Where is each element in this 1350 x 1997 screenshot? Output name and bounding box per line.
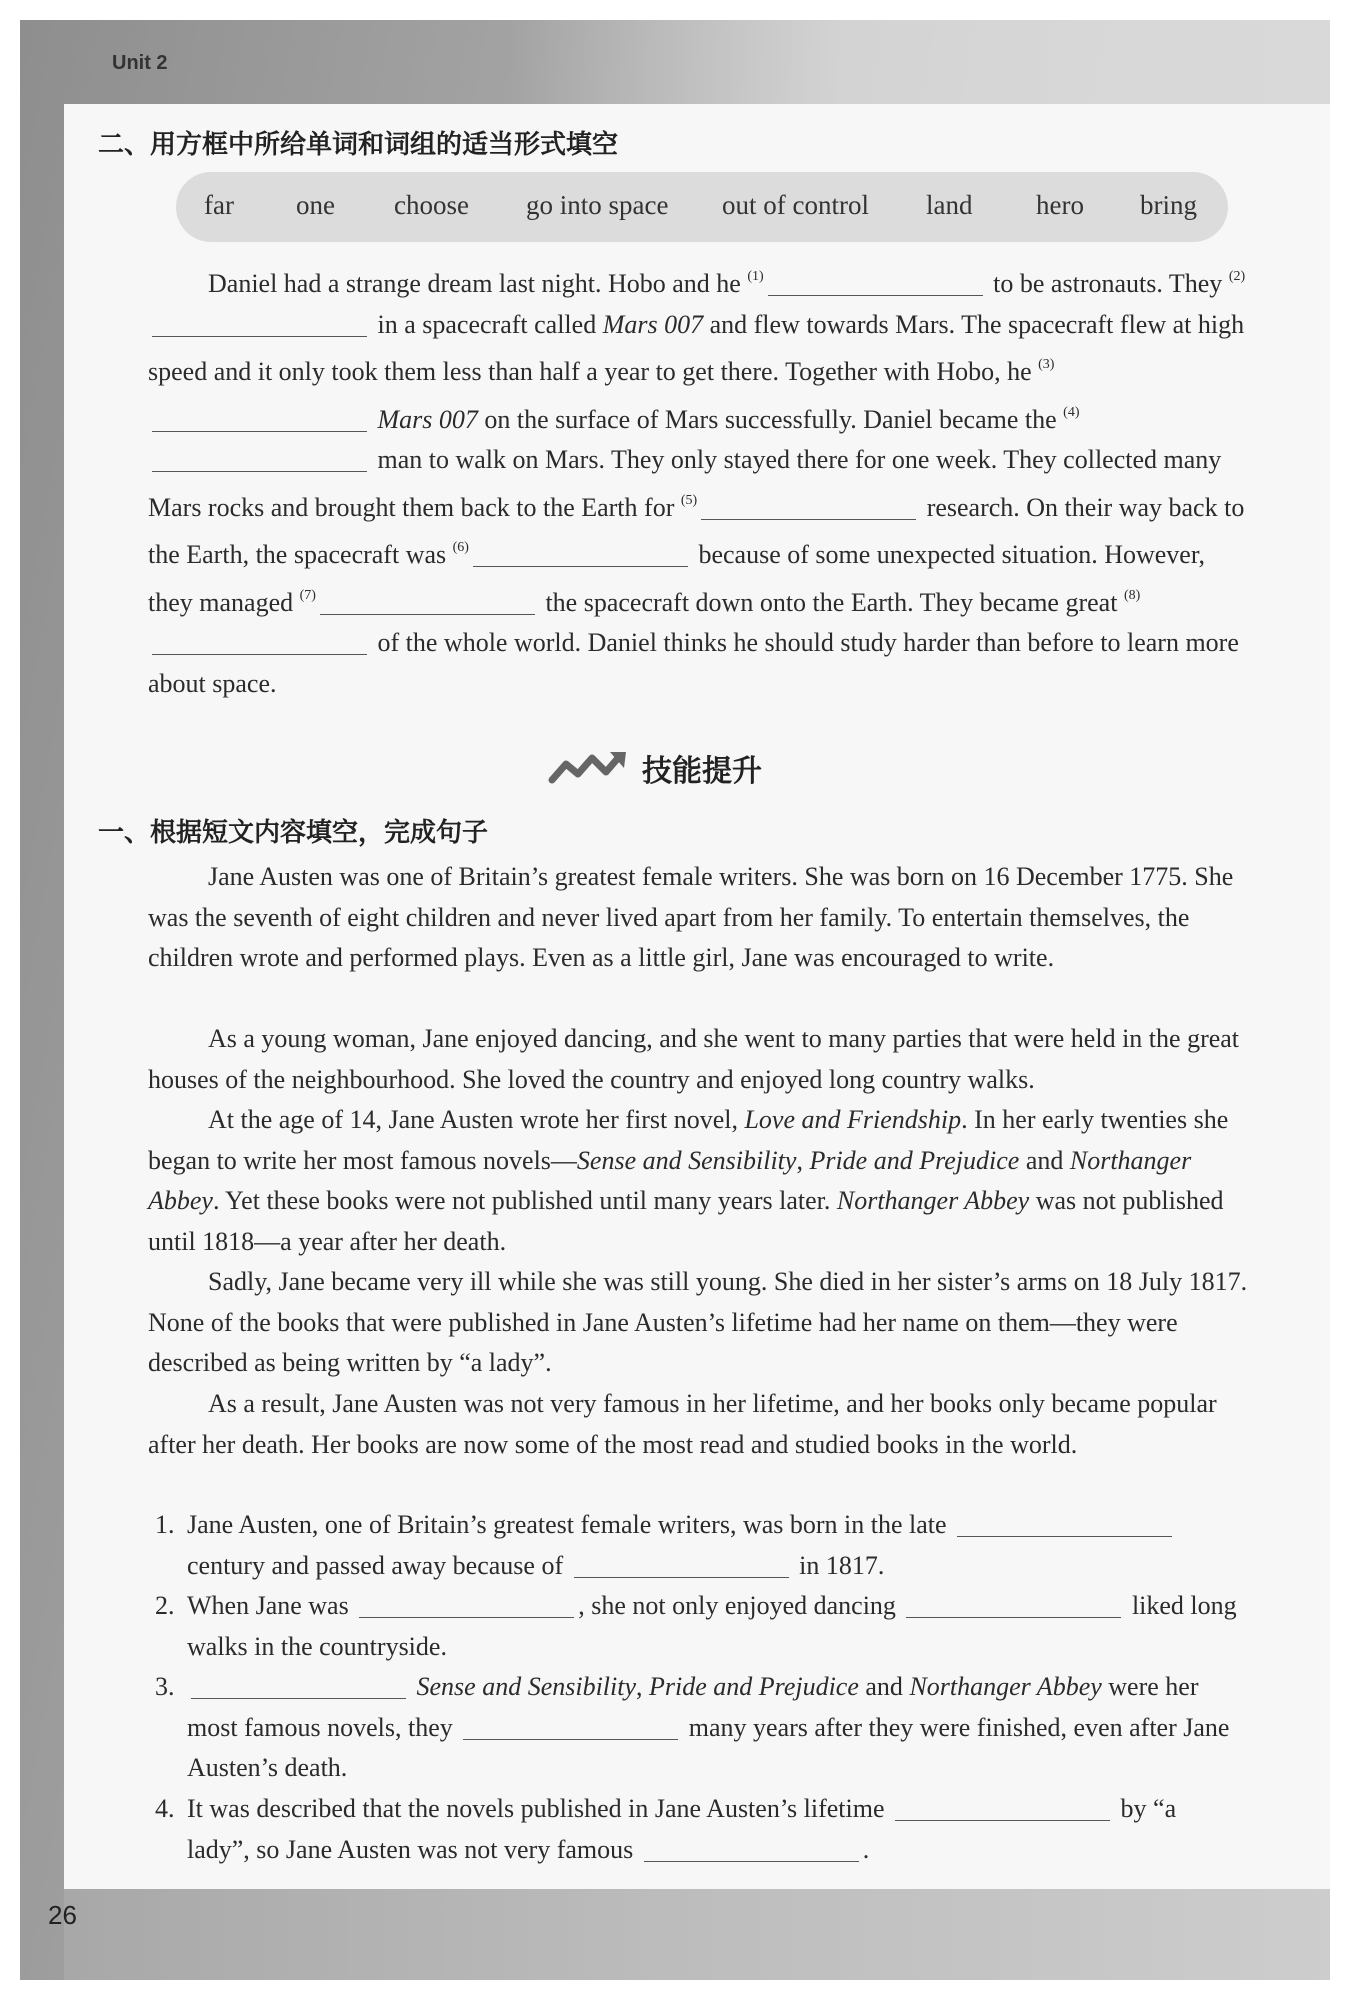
q2-blank-2[interactable] bbox=[906, 1591, 1121, 1618]
word-box-item: land bbox=[926, 190, 973, 220]
word-box-item: choose bbox=[394, 190, 469, 220]
word-box-item: far bbox=[204, 190, 234, 220]
word-box-item: go into space bbox=[526, 190, 669, 220]
q4-blank-2[interactable] bbox=[644, 1835, 859, 1862]
question-1: 1. Jane Austen, one of Britain’s greatest female writers, was born in the late century and passed away because of in 1817. bbox=[155, 1505, 1245, 1586]
word-box-item: bring bbox=[1140, 190, 1197, 220]
answer-blank-8[interactable] bbox=[152, 628, 367, 655]
reading-paragraph-3: At the age of 14, Jane Austen wrote her first novel, Love and Friendship. In her early twenties she began to write her most famous novels—Sense and Sensibility, Pride and Prejudice and Northanger Abbey. Yet these books were not published until many years later. Northanger Abbey was not published until 1818—a year after her death. bbox=[148, 1105, 1229, 1256]
answer-blank-5[interactable] bbox=[701, 493, 916, 520]
q1-blank-1[interactable] bbox=[957, 1510, 1172, 1537]
footer-band bbox=[64, 1889, 1330, 1980]
answer-blank-2[interactable] bbox=[152, 310, 367, 337]
skills-title bbox=[548, 746, 762, 790]
section-heading-reading: 一、根据短文内容填空，完成句子 bbox=[98, 818, 489, 848]
word-box-item: one bbox=[296, 190, 335, 220]
reading-paragraph-2: As a young woman, Jane enjoyed dancing, and she went to many parties that were held in the great houses of the neighbourhood. She loved the country and enjoyed long country walks. bbox=[148, 1024, 1240, 1094]
q4-blank-1[interactable] bbox=[895, 1794, 1110, 1821]
unit-label: Unit 2 bbox=[112, 52, 168, 74]
word-box-item: out of control bbox=[722, 190, 869, 220]
answer-blank-4[interactable] bbox=[152, 445, 367, 472]
reading-paragraph-5: As a result, Jane Austen was not very famous in her lifetime, and her books only became popular after her death. Her books are now some of the most read and studied books in the world. bbox=[148, 1389, 1217, 1459]
question-2: 2. When Jane was , she not only enjoyed dancing liked long walks in the countryside. bbox=[155, 1591, 1237, 1661]
reading-paragraph-1: Jane Austen was one of Britain’s greatest female writers. She was born on 16 December 1775. She was the seventh of eight children and never lived apart from her family. To entertain themselves, the children wrote and performed plays. Even as a little girl, Jane was encouraged to write. bbox=[148, 862, 1234, 972]
reading-paragraph-4: Sadly, Jane became very ill while she was still young. She died in her sister’s arms on 18 July 1817. None of the books that were published in Jane Austen’s lifetime had her name on them—they were described as being written by “a lady”. bbox=[148, 1267, 1248, 1377]
skills-title-text: 技能提升 bbox=[642, 754, 762, 789]
word-box-item: hero bbox=[1036, 190, 1084, 220]
answer-blank-1[interactable] bbox=[768, 269, 983, 296]
q3-blank-2[interactable] bbox=[463, 1713, 678, 1740]
page-number: 26 bbox=[48, 1900, 77, 1930]
answer-blank-7[interactable] bbox=[320, 588, 535, 615]
question-3: 3. Sense and Sensibility, Pride and Prejudice and Northanger Abbey were her most famous novels, they many years after they were finished, even after Jane Austen’s death. bbox=[155, 1672, 1230, 1782]
q1-blank-2[interactable] bbox=[574, 1551, 789, 1578]
q2-blank-1[interactable] bbox=[359, 1591, 574, 1618]
section-heading-fill: 二、用方框中所给单词和词组的适当形式填空 bbox=[98, 130, 619, 160]
q3-blank-1[interactable] bbox=[191, 1672, 406, 1699]
question-4: 4. It was described that the novels published in Jane Austen’s lifetime by “a lady”, so Jane Austen was not very famous . bbox=[155, 1794, 1177, 1864]
fill-passage: Daniel had a strange dream last night. Hobo and he $^{(1)}$ to be astronauts. They $^{(2)}$ in a spacecraft called Mars 007 and flew towards Mars. The spacecraft flew at high speed and it only took them less than half a year to get there. Together with Hobo, he $^{(3)}$ Mars 007 on the surface of Mars successfully. Daniel became the $^{(4)}$ man to walk on Mars. They only stayed there for one week. They collected many Mars rocks and brought them back to the Earth for $^{(5)}$ research. On their way back to the Earth, the spacecraft was $^{(6)}$ because of some unexpected situation. However, they managed $^{(7)}$ the spacecraft down onto the Earth. They became great $^{(8)}$ of the whole world. Daniel thinks he should study harder than before to learn more about space. bbox=[148, 269, 1246, 698]
answer-blank-6[interactable] bbox=[473, 540, 688, 567]
trend-arrow-icon bbox=[548, 750, 628, 786]
answer-blank-3[interactable] bbox=[152, 405, 367, 432]
header-band bbox=[510, 20, 1330, 104]
